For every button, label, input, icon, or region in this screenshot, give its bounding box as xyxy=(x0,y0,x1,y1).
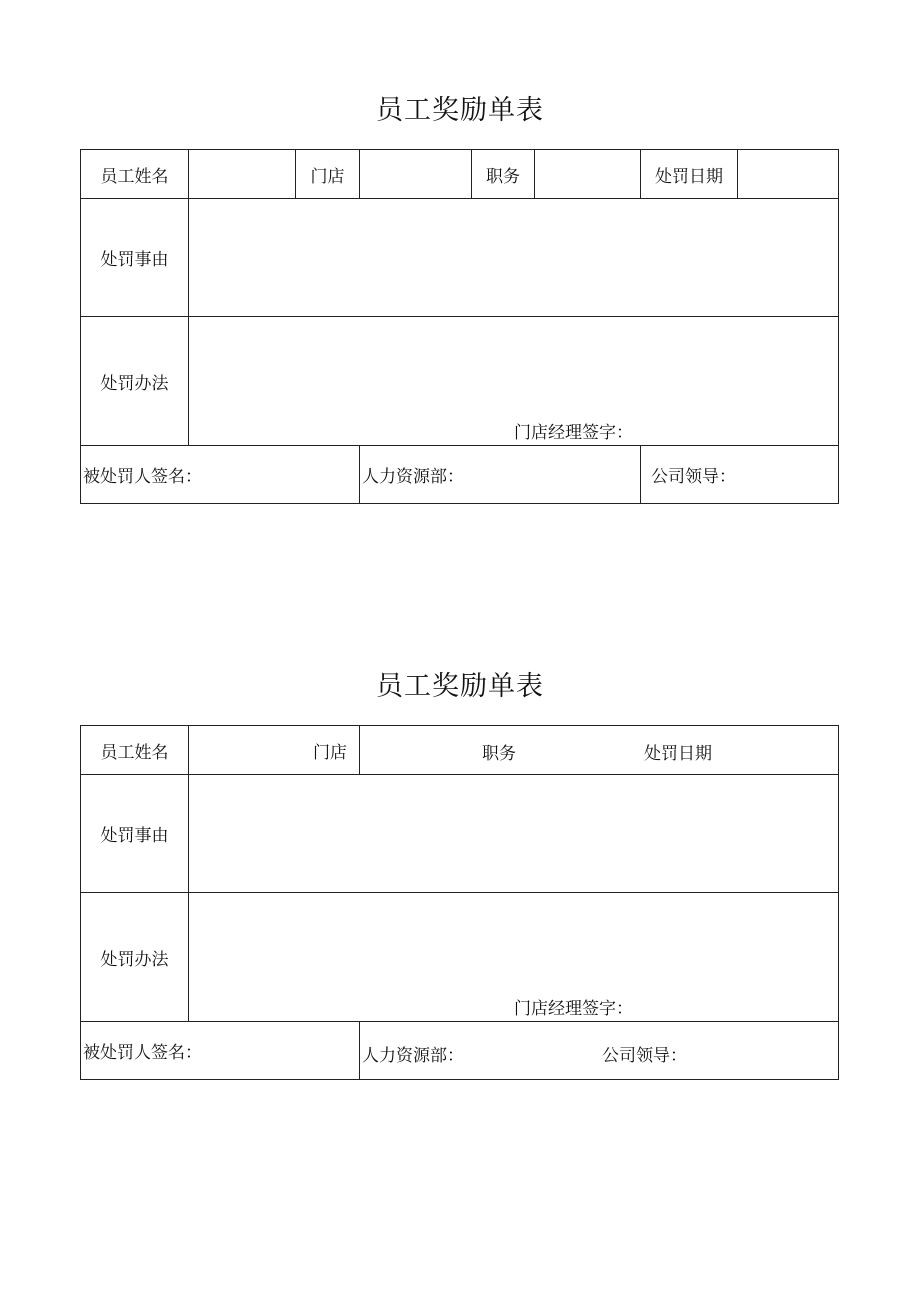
position-label: 职务 xyxy=(472,150,535,199)
employee-name-label: 员工姓名 xyxy=(81,150,189,199)
position-field[interactable] xyxy=(535,150,641,199)
penalized-signature-cell[interactable] xyxy=(81,1022,360,1080)
penalty-reason-label: 处罚事由 xyxy=(81,199,189,317)
store-manager-sign-label: 门店经理签字： xyxy=(514,423,633,443)
employee-name-store-cell[interactable] xyxy=(189,726,360,775)
store-field[interactable] xyxy=(360,150,472,199)
form-table xyxy=(80,725,839,1080)
store-label: 门店 xyxy=(313,742,347,763)
company-leader-label: 公司领导： xyxy=(602,1046,687,1066)
penalty-method-label: 处罚办法 xyxy=(81,317,189,446)
store-manager-sign-label: 门店经理签字： xyxy=(514,999,633,1019)
penalty-date-field[interactable] xyxy=(738,150,839,199)
form-table xyxy=(80,149,839,504)
company-leader-cell[interactable] xyxy=(641,446,839,504)
penalty-reason-label: 处罚事由 xyxy=(81,775,189,893)
employee-name-label: 员工姓名 xyxy=(81,726,189,775)
hr-department-cell[interactable] xyxy=(360,446,641,504)
form-title: 员工奖励单表 xyxy=(376,671,544,702)
penalty-method-field[interactable] xyxy=(189,317,839,446)
position-label: 职务 xyxy=(482,744,516,764)
penalty-method-field[interactable] xyxy=(189,893,839,1022)
position-date-cell[interactable] xyxy=(360,726,839,775)
hr-department-label: 人力资源部： xyxy=(362,1046,464,1066)
penalized-signature-label: 被处罚人签名： xyxy=(83,1043,202,1063)
penalty-reason-field[interactable] xyxy=(189,775,839,893)
form-title: 员工奖励单表 xyxy=(376,95,544,126)
hr-leader-cell[interactable] xyxy=(360,1022,839,1080)
hr-department-label: 人力资源部： xyxy=(362,467,464,487)
penalized-signature-label: 被处罚人签名： xyxy=(83,467,202,487)
penalty-reason-field[interactable] xyxy=(189,199,839,317)
employee-name-field[interactable] xyxy=(189,150,296,199)
penalty-date-label: 处罚日期 xyxy=(644,744,712,764)
store-label: 门店 xyxy=(296,150,360,199)
penalty-method-label: 处罚办法 xyxy=(81,893,189,1022)
penalized-signature-cell[interactable] xyxy=(81,446,360,504)
company-leader-label: 公司领导： xyxy=(651,467,736,487)
penalty-date-label: 处罚日期 xyxy=(641,150,738,199)
